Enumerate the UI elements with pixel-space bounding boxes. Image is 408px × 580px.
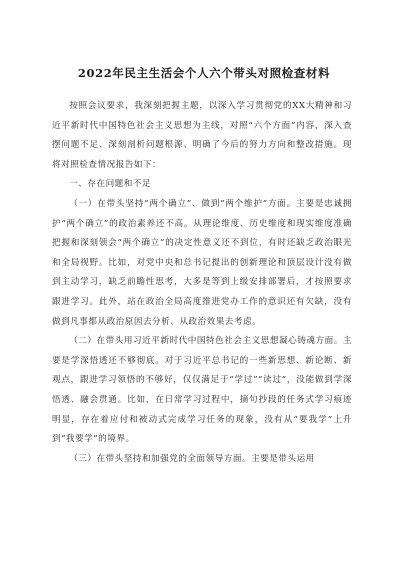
paragraph-item-2: （二）在带头用习近平新时代中国特色社会主义思想凝心铸魂方面。主要是学深悟透还不够彻底。对于习近平总书记的一些新思想、新论断、新观点，跟进学习领悟的不够好，仅仅满足于“学过”“读过”，没能做到学深悟透、融会贯通。比如，在日常学习过程中，摘句抄段的任务式学习痕迹明显，存在着应付和被动式完成学习任务的现象，没有从“要我学”上升到“我要学”的境界。 [52,336,352,445]
paragraph-item-1: （一）在带头坚持“两个确立”、做到“两个维护”方面。主要是忠诚拥护“两个确立”的政治素养还不高。从理论维度、历史维度和现实维度准确把握和深刻领会“两个确立”的决定性意义还不到位，有时还缺乏政治眼光和全局视野。比如，对党中央和总书记提出的创新理论和顶层设计没有做到主动学习，缺乏前瞻性思考，大多是等到上级安排部署后，才按照要求跟进学习。此外，站在政治全局高度推进党办工作的意识还有欠缺，没有做到凡事都从政治原因去分析、从政治效果去考虑。 [52,198,352,327]
paragraph-item-3: （三）在带头坚持和加强党的全面领导方面。主要是带头运用 [69,453,315,464]
paragraph-intro: 按照会议要求，我深刻把握主题，以深入学习贯彻党的XX大精神和习近平新时代中国特色社会主义思想为主线，对照“六个方面”内容，深入查摆问题不足、深刻剖析问题根源、明确了今后的努力方向和整改措施。现将对照检查情况报告如下： [52,101,352,170]
document-title: 2022年民主生活会个人六个带头对照检查材料 [77,66,331,80]
document-body [52,97,352,469]
section-heading: 一、存在问题和不足 [69,179,152,190]
